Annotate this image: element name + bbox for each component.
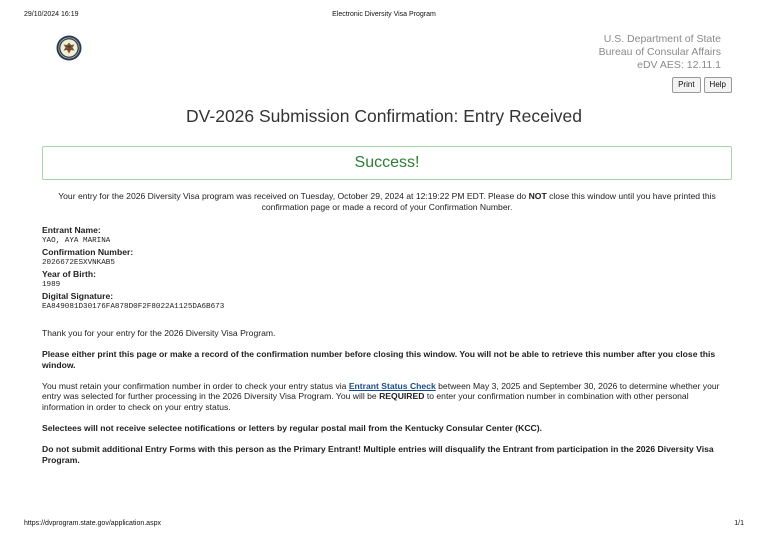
agency-bureau: Bureau of Consular Affairs	[598, 46, 721, 58]
print-warning-paragraph: Please either print this page or make a record of the confirmation number before closing this window. You will not be able to retrieve this number after you close this window.	[42, 349, 716, 370]
entrant-status-check-link[interactable]: Entrant Status Check	[348, 380, 436, 391]
print-button[interactable]: Print	[672, 77, 700, 93]
state-department-seal-icon	[56, 35, 82, 61]
retain-text-1: You must retain your confirmation number in order to check your entry status via	[42, 380, 349, 391]
success-banner	[42, 146, 732, 180]
retain-paragraph	[42, 381, 732, 413]
selectees-paragraph: Selectees will not receive selectee notifications or letters by regular postal mail from the Kentucky Consular Center (KCC).	[42, 423, 543, 434]
entrant-name-label: Entrant Name:	[42, 225, 101, 235]
entry-details	[42, 225, 224, 313]
thanks-paragraph: Thank you for your entry for the 2026 Diversity Visa Program.	[42, 328, 276, 338]
retain-text-2: between May 3, 2025 and September 30, 2026 to determine whether your entry was selected for further processing in the 2026 Diversity Visa Program. You will be	[42, 380, 720, 402]
toolbar	[672, 77, 732, 93]
help-button[interactable]: Help	[704, 77, 732, 93]
digital-signature-label: Digital Signature:	[42, 291, 114, 301]
entrant-name-value: YAO, AYA MARINA	[42, 237, 111, 245]
page-title: DV-2026 Submission Confirmation: Entry Received	[186, 106, 582, 126]
agency-department: U.S. Department of State	[603, 33, 721, 45]
print-date: 29/10/2024 16:19	[24, 11, 79, 18]
year-of-birth-value: 1989	[42, 281, 61, 289]
confirmation-number-value: 2026672ESXVNKAB5	[42, 259, 115, 267]
page-url: https://dvprogram.state.gov/application.aspx	[24, 520, 161, 527]
page-number: 1/1	[734, 520, 744, 527]
print-document-title: Electronic Diversity Visa Program	[332, 11, 436, 18]
received-text-1: Your entry for the 2026 Diversity Visa program was received on Tuesday, October 29, 2024 at 12:19:22 PM EDT. Please do	[58, 191, 529, 201]
received-not-emphasis: NOT	[528, 191, 547, 201]
agency-info	[599, 33, 721, 72]
no-additional-entries-paragraph: Do not submit additional Entry Forms with this person as the Primary Entrant! Multiple entries will disqualify the Entrant from participation in the 2026 Diversity Visa Program.	[42, 444, 714, 465]
confirmation-number-label: Confirmation Number:	[42, 247, 134, 257]
year-of-birth-label: Year of Birth:	[42, 269, 96, 279]
system-version: eDV AES: 12.11.1	[637, 59, 721, 71]
received-text-2: close this window until you have printed this confirmation page or made a record of your Confirmation Number.	[261, 191, 716, 212]
received-notice	[42, 191, 732, 213]
success-message: Success!	[354, 154, 420, 171]
digital-signature-value: EA849081D30176FA878D0F2F8022A1125DA6B673	[42, 303, 225, 311]
required-emphasis: REQUIRED	[379, 391, 425, 402]
instructions	[42, 328, 732, 476]
retain-text-3: to enter your confirmation number in combination with other personal information in order to check on your entry status.	[42, 391, 689, 412]
